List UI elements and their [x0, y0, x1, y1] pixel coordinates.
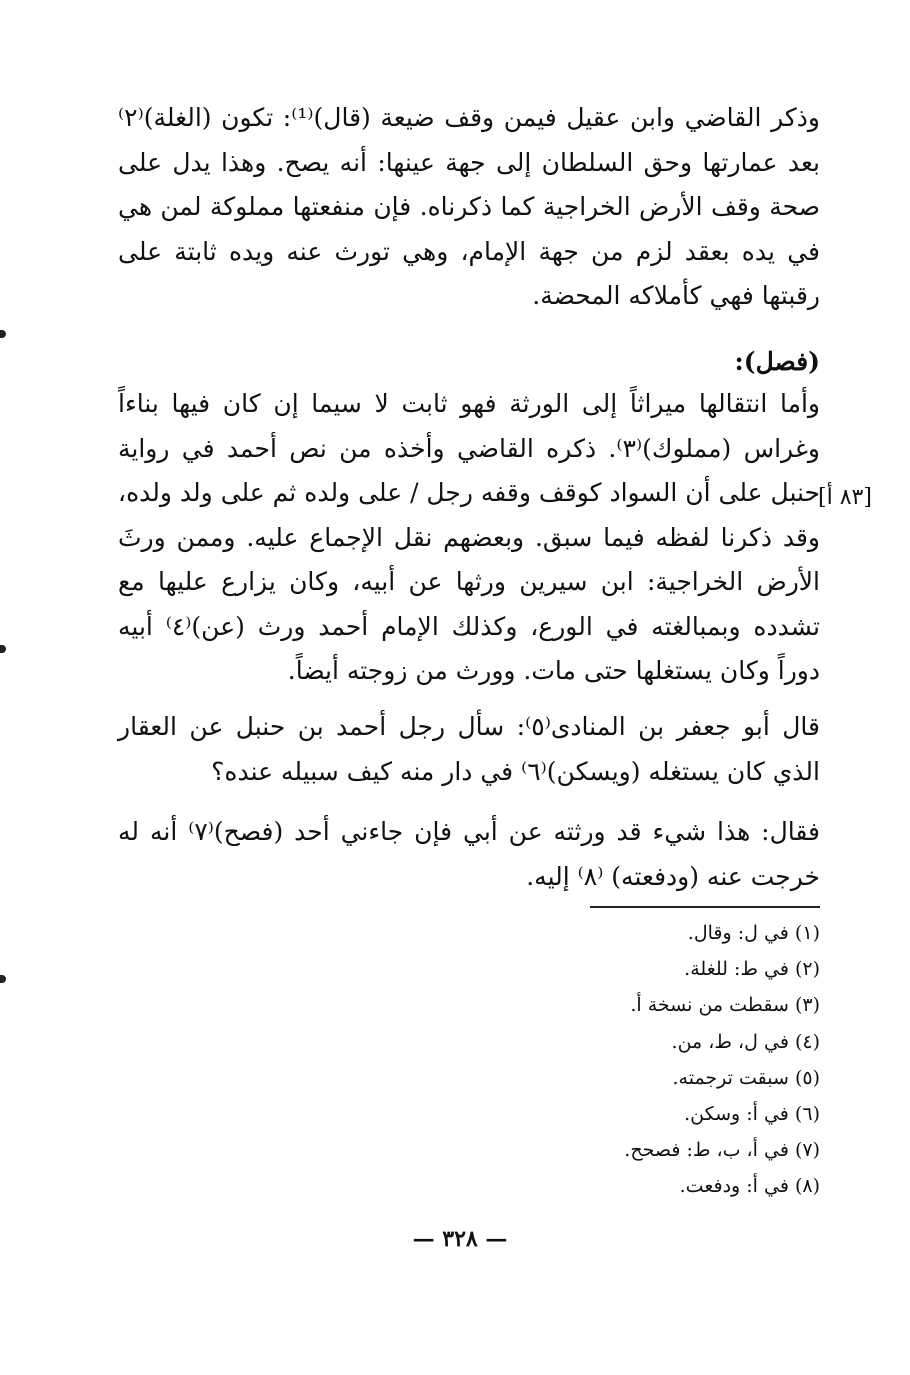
binding-mark: [0, 330, 6, 338]
footnote-divider: [590, 906, 820, 908]
footnote: (٤) في ل، ط، من.: [671, 1030, 820, 1053]
body-paragraph-1: وذكر القاضي وابن عقيل فيمن وقف ضيعة (قال)⁽¹⁾: تكون (الغلة)⁽٢⁾ بعد عمارتها وحق السلطان إلى جهة عينها: أنه يصح. وهذا يدل على صحة وقف الأرض الخراجية كما ذكرناه. فإن منفعتها مملوكة لمن هي في يده بعقد لزم من جهة الإمام، وهي تورث عنه ويده ثابتة على رقبتها فهي كأملاكه المحضة.: [118, 103, 820, 310]
body-paragraph-2: وأما انتقالها ميراثاً إلى الورثة فهو ثابت لا سيما إن كان فيها بناءاً وغراس (مملوك)⁽٣⁾. ذكره القاضي وأخذه من نص أحمد في رواية حنبل على أن السواد كوقف وقفه رجل / على ولده ثم على ولد ولده، وقد ذكرنا لفظه فيما سبق. وبعضهم نقل الإجماع عليه. وممن ورثَ الأرض الخراجية: ابن سيرين ورثها عن أبيه، وكان يزارع عليها مع تشدده وبمبالغته في الورع، وكذلك الإمام أحمد ورث (عن)⁽٤⁾ أبيه دوراً وكان يستغلها حتى مات. وورث من زوجته أيضاً.: [118, 389, 820, 685]
binding-mark: [0, 975, 6, 983]
footnote: (٦) في أ: وسكن.: [684, 1103, 820, 1126]
footnote: (٥) سبقت ترجمته.: [672, 1066, 820, 1089]
footnote: (٨) في أ: ودفعت.: [679, 1175, 820, 1198]
page-number: — ٣٢٨ —: [412, 1226, 508, 1252]
binding-mark: [0, 645, 6, 653]
footnotes: [300, 915, 820, 1205]
footnote: (٧) في أ، ب، ط: فصحح.: [624, 1139, 820, 1162]
manuscript-folio-marker: [٨٣ أ]: [818, 485, 872, 510]
footnote: (٢) في ط: للغلة.: [684, 958, 820, 981]
footnote: (١) في ل: وقال.: [687, 922, 820, 944]
section-heading: (فصل):: [734, 347, 820, 376]
body-paragraph-3: قال أبو جعفر بن المنادى⁽٥⁾: سأل رجل أحمد بن حنبل عن العقار الذي كان يستغله (ويسكن)⁽٦⁾ في دار منه كيف سبيله عنده؟: [118, 712, 820, 786]
footnote: (٣) سقطت من نسخة أ.: [630, 994, 820, 1017]
body-paragraph-4: فقال: هذا شيء قد ورثته عن أبي فإن جاءني أحد (فصح)⁽٧⁾ أنه له خرجت عنه (ودفعته) ⁽٨⁾ إليه.: [118, 817, 820, 891]
